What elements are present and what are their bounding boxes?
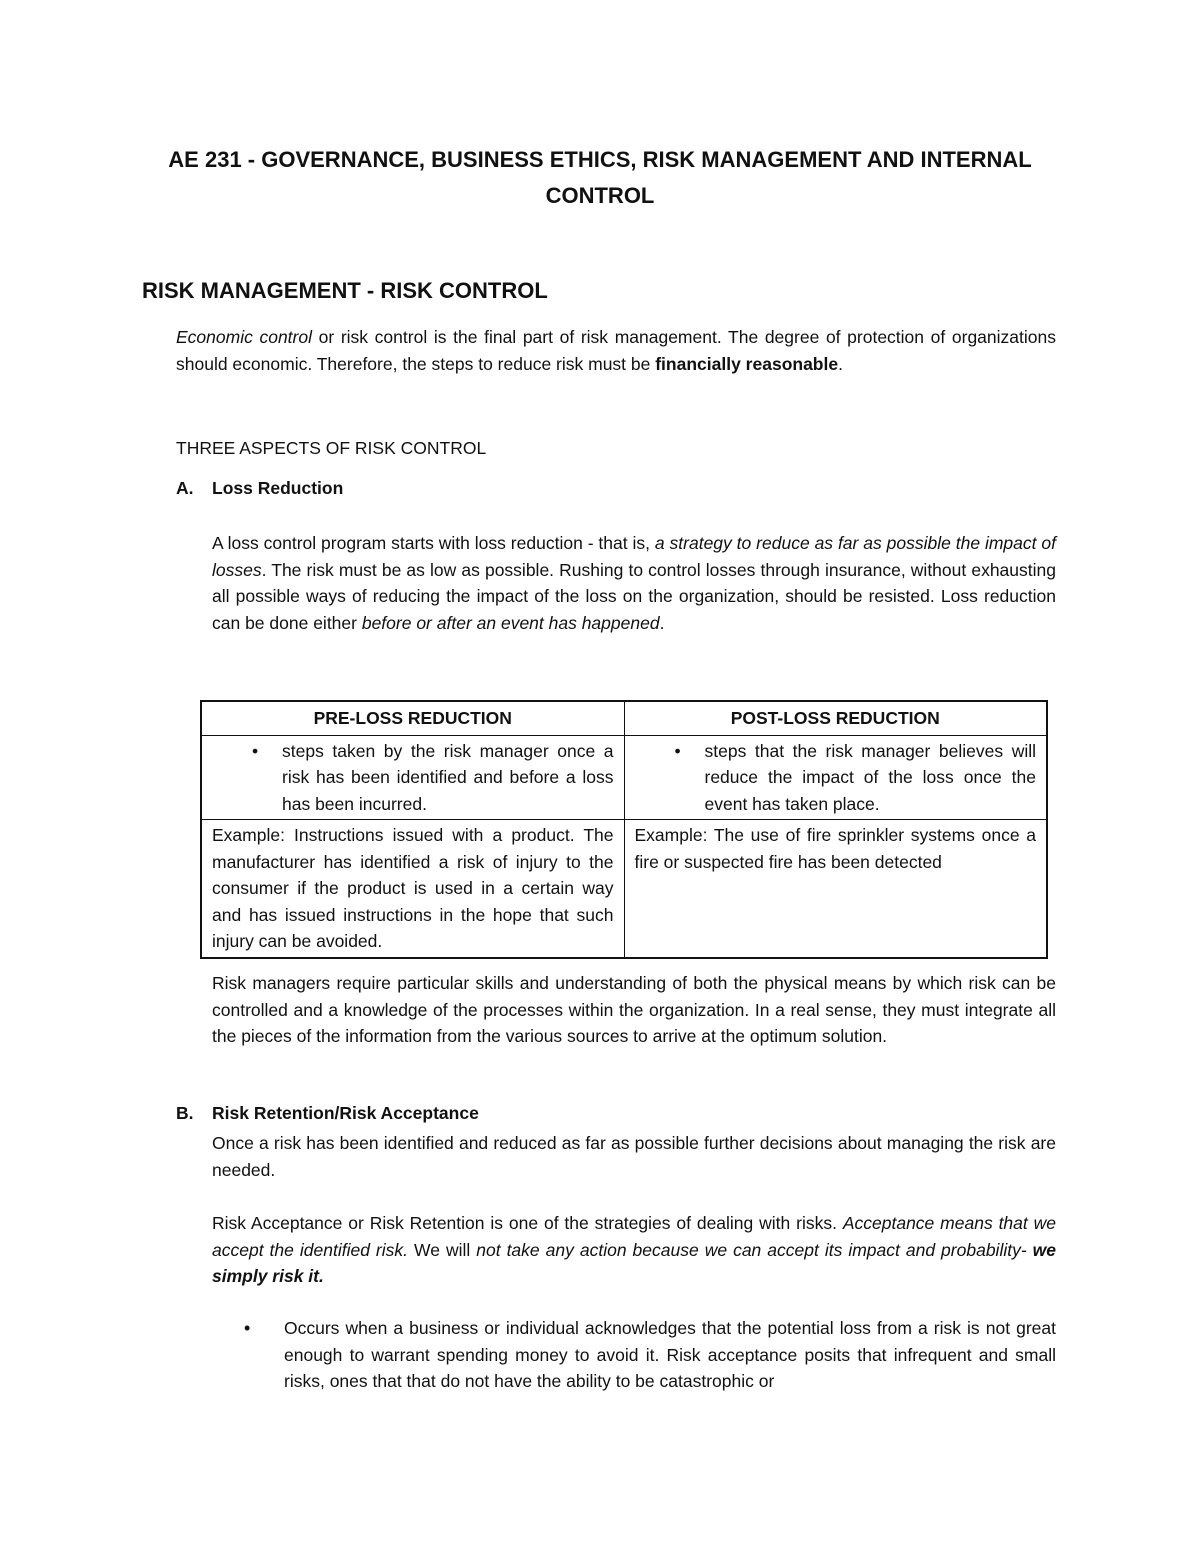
bullet-icon: • <box>252 740 259 761</box>
loss-reduction-text-3: . <box>659 612 665 633</box>
intro-end: . <box>838 353 843 374</box>
section-a-heading <box>176 478 343 499</box>
acceptance-text-2: We will <box>408 1239 477 1260</box>
table-header-pre-loss: PRE-LOSS REDUCTION <box>201 701 624 735</box>
pre-loss-description: steps taken by the risk manager once a risk has been identified and before a loss has been incurred. <box>282 740 614 814</box>
skills-paragraph: Risk managers require particular skills and understanding of both the physical means by which risk can be controlled and a knowledge of the processes within the organization. In a real sense, they must integrate all the pieces of the information from the various sources to arrive at the optimum solution. <box>212 973 1056 1046</box>
table-header-post-loss: POST-LOSS REDUCTION <box>624 701 1047 735</box>
loss-reduction-paragraph <box>212 530 1056 636</box>
list-item <box>635 738 1037 818</box>
loss-reduction-italic-1: a strategy to reduce as far as possible the impact of losses <box>212 533 1056 580</box>
loss-reduction-italic-2: before or after an event has happened <box>361 612 660 633</box>
bullet-icon: • <box>674 740 681 761</box>
table-cell-post-loss-desc <box>624 735 1047 820</box>
table-cell-post-loss-example: Example: The use of fire sprinkler systems once a fire or suspected fire has been detected <box>624 820 1047 958</box>
aspects-heading: THREE ASPECTS OF RISK CONTROL <box>176 438 487 458</box>
list-item <box>212 738 614 818</box>
section-a-title: Loss Reduction <box>212 478 344 498</box>
section-b-heading <box>176 1103 479 1124</box>
section-a-letter: A. <box>176 478 194 498</box>
list-item <box>244 1315 1056 1395</box>
table-row <box>201 820 1047 958</box>
post-loss-description: steps that the risk manager believes will reduce the impact of the loss once the event has taken place. <box>704 740 1036 814</box>
loss-reduction-text-1: A loss control program starts with loss reduction - that is, <box>212 533 655 553</box>
table-cell-pre-loss-example: Example: Instructions issued with a product. The manufacturer has identified a risk of injury to the consumer if the product is used in a certain way and has issued instructions in the hope that such injury can be avoided. <box>201 820 624 958</box>
intro-italic-lead: Economic control <box>176 327 312 347</box>
section-b-letter: B. <box>176 1103 194 1123</box>
loss-reduction-table <box>200 700 1048 959</box>
intro-paragraph <box>176 324 1056 377</box>
table-cell-pre-loss-desc <box>201 735 624 820</box>
acceptance-italic-1: Acceptance means that we accept the identified risk. <box>212 1213 1056 1260</box>
retention-paragraph-1: Once a risk has been identified and reduced as far as possible further decisions about managing the risk are needed. <box>212 1133 1056 1180</box>
acceptance-bold-italic: we simply risk it. <box>212 1239 1057 1286</box>
table-row <box>201 735 1047 820</box>
section-heading: RISK MANAGEMENT - RISK CONTROL <box>142 278 548 303</box>
intro-bold: financially reasonable <box>655 353 839 374</box>
bullet-icon: • <box>244 1318 251 1338</box>
acceptance-italic-2: not take any action because we can accept its impact and probability- <box>476 1239 1027 1260</box>
section-b-title: Risk Retention/Risk Acceptance <box>212 1103 479 1123</box>
retention-bullet-text: Occurs when a business or individual acknowledges that the potential loss from a risk is not great enough to warrant spending money to avoid it. Risk acceptance posits that infrequent and small risks, ones that that do not have the ability to be catastrophic or <box>284 1318 1056 1391</box>
intro-text: or risk control is the final part of risk management. The degree of protection of organizations should economic. Therefore, the steps to reduce risk must be <box>176 327 1056 374</box>
acceptance-text-1: Risk Acceptance or Risk Retention is one of the strategies of dealing with risks. <box>212 1213 843 1233</box>
loss-reduction-text-2: . The risk must be as low as possible. Rushing to control losses through insurance, without exhausting all possible ways of reducing the impact of the loss on the organization, should be resisted. Loss reduction can be done either <box>212 559 1056 633</box>
table-header-row <box>201 701 1047 735</box>
retention-paragraph-2 <box>212 1210 1056 1290</box>
document-title: AE 231 - GOVERNANCE, BUSINESS ETHICS, RISK MANAGEMENT AND INTERNAL CONTROL <box>168 147 1032 208</box>
